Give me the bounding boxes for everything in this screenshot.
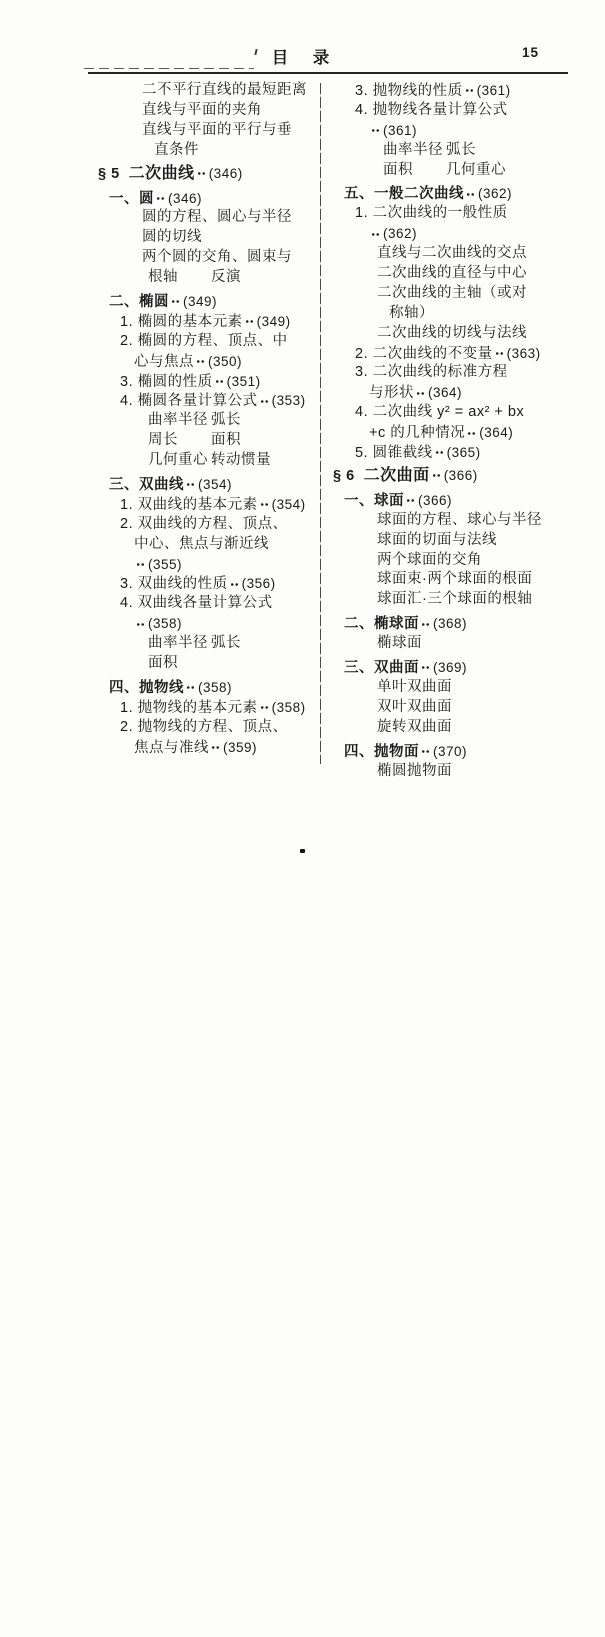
toc-entry [98, 292, 307, 312]
toc-entry-text: 3. 双曲线的性质 [120, 576, 228, 593]
toc-entry-text: 焦点与准线 [134, 739, 209, 756]
toc-entry [98, 555, 307, 575]
toc-entry-page: (363) [506, 345, 541, 361]
toc-entry-text: 二次曲线的主轴（或对 [377, 284, 527, 301]
dot-leader [371, 127, 381, 134]
toc-entry-num: 一、 [344, 492, 374, 509]
toc-entry-text: 5. 圆锥截线 [355, 445, 433, 462]
toc-entry-num: 二、 [109, 294, 139, 311]
toc-entry-page: (370) [433, 743, 468, 759]
toc-entry-text: 4. 二次曲线 y² = ax² + bx [355, 404, 525, 421]
toc-entry [98, 101, 307, 121]
toc-entry [98, 189, 307, 209]
toc-entry-text: 2. 抛物线的方程、顶点、 [120, 718, 288, 735]
toc-entry-keyword: 几何重心 [446, 161, 506, 178]
toc-entry-keyword: 弧长 [211, 412, 241, 429]
toc-entry-page: (358) [271, 699, 306, 715]
toc-entry-page: (368) [433, 616, 468, 632]
toc-entry-page: (361) [476, 83, 511, 98]
toc-entry-page: (361) [383, 122, 418, 138]
toc-entry-page: (358) [148, 616, 183, 632]
dot-leader [465, 87, 475, 94]
toc-entry-text: 二次曲面 [363, 466, 430, 484]
toc-entry [98, 121, 307, 141]
page-number: 15 [521, 45, 539, 60]
toc-entry [98, 678, 307, 698]
toc-entry-text: 中心、焦点与渐近线 [134, 535, 269, 552]
toc-entry-text: 单叶双曲面 [377, 678, 452, 695]
toc-entry [333, 121, 550, 141]
toc-entry-keyword: 转动惯量 [211, 452, 271, 469]
toc-entry-keyword: 几何重心 [148, 452, 208, 469]
toc-entry [98, 163, 307, 185]
toc-entry-text: 2. 二次曲线的不变量 [355, 345, 493, 362]
toc-entry-page: (350) [208, 353, 243, 369]
toc-entry-page: (358) [198, 679, 233, 695]
toc-entry-text: 椭球面 [374, 616, 419, 633]
toc-entry-text: 直线与平面的平行与垂 [142, 121, 292, 138]
toc-entry-text: 双叶双曲面 [377, 698, 452, 715]
toc-entry-page: (354) [271, 496, 306, 512]
toc-columns [98, 81, 550, 781]
toc-entry-page: (365) [446, 445, 481, 461]
page-title: 目 录 [271, 49, 334, 67]
dot-leader [136, 561, 146, 568]
toc-entry-keyword: 弧长 [446, 141, 476, 158]
toc-entry-num: 二、 [344, 616, 374, 633]
toc-entry-text: 抛物线 [139, 679, 184, 696]
toc-entry-page: (346) [208, 165, 243, 181]
toc-entry-text: 4. 双曲线各量计算公式 [120, 595, 273, 612]
toc-entry-page: (356) [241, 576, 276, 592]
toc-entry [98, 475, 307, 495]
dot-leader [197, 170, 207, 177]
dot-leader [136, 621, 146, 628]
toc-entry-text: 二次曲线的直径与中心 [377, 265, 527, 282]
toc-entry-keyword: 面积 [383, 161, 413, 178]
toc-entry-page: (366) [418, 492, 453, 508]
toc-entry-page: (364) [428, 385, 463, 401]
toc-entry-page: (346) [168, 190, 203, 206]
toc-entry [333, 81, 550, 101]
toc-entry-text: 圆 [139, 190, 154, 207]
toc-entry-text: 椭圆 [139, 294, 169, 311]
toc-entry-num: 五、 [344, 186, 374, 203]
toc-entry-page: (353) [271, 393, 306, 409]
toc-entry [98, 614, 307, 634]
toc-entry-keyword: 弧长 [211, 635, 241, 652]
toc-entry-text: 两个圆的交角、圆束与 [142, 249, 292, 266]
toc-entry-text: 直线与二次曲线的交点 [377, 245, 527, 262]
toc-entry-page: (349) [183, 294, 218, 310]
toc-entry-page: (369) [433, 660, 468, 676]
toc-entry-text: 球面的切面与法线 [377, 531, 497, 548]
toc-entry-text: +c 的几种情况 [369, 425, 466, 442]
toc-entry-text: 圆的切线 [142, 229, 202, 246]
toc-entry-text: 1. 抛物线的基本元素 [120, 699, 258, 716]
toc-entry-text: 3. 椭圆的性质 [120, 373, 213, 390]
toc-entry-page: (364) [479, 425, 514, 441]
toc-entry-text: 抛物面 [374, 743, 419, 760]
toc-entry-text: 心与焦点 [134, 353, 194, 370]
toc-entry-text: 直条件 [154, 141, 199, 158]
toc-entry-keyword: 根轴 [148, 269, 178, 286]
toc-entry-text: 球面束·两个球面的根面 [377, 571, 533, 588]
toc-entry-text: 称轴） [389, 304, 434, 321]
toc-entry-text: 球面 [374, 492, 404, 509]
toc-entry-text: 双曲面 [374, 660, 419, 677]
toc-entry-text: 球面的方程、球心与半径 [377, 511, 542, 528]
header-rule [88, 72, 568, 74]
toc-entry-text: 椭球面 [377, 635, 422, 652]
toc-entry-text: 双曲线 [139, 477, 184, 494]
print-artifact [300, 849, 305, 853]
toc-entry-text: 直线与平面的夹角 [142, 101, 262, 118]
toc-entry-text: 圆的方程、圆心与半径 [142, 209, 292, 226]
toc-entry-page: (355) [148, 556, 183, 572]
toc-entry-page: (362) [478, 186, 513, 202]
toc-entry-text: 4. 椭圆各量计算公式 [120, 393, 258, 410]
toc-entry-page: (362) [383, 226, 418, 242]
toc-entry [98, 81, 307, 101]
toc-entry-keyword: 周长 [148, 432, 178, 449]
toc-entry-text: 球面汇·三个球面的根轴 [377, 591, 533, 608]
toc-entry-page: (366) [443, 467, 478, 483]
toc-entry-text: 2. 椭圆的方程、顶点、中 [120, 332, 288, 349]
toc-entry-page: (359) [223, 739, 258, 755]
toc-entry-page: (351) [226, 373, 261, 389]
toc-entry-text: 3. 抛物线的性质 [355, 83, 463, 99]
toc-entry-keyword: 曲率半径 [148, 635, 208, 652]
toc-entry-text: 1. 二次曲线的一般性质 [355, 205, 508, 222]
toc-entry-keyword: 反演 [211, 269, 241, 286]
toc-entry-text: 4. 抛物线各量计算公式 [355, 101, 508, 118]
toc-entry-text: 与形状 [369, 385, 414, 402]
toc-entry-keyword: 面积 [211, 432, 241, 449]
toc-entry [98, 141, 307, 161]
toc-column-left [98, 81, 307, 758]
toc-entry-keyword: 面积 [148, 655, 178, 672]
toc-entry-text: 1. 双曲线的基本元素 [120, 496, 258, 513]
toc-entry-keyword: 曲率半径 [148, 412, 208, 429]
toc-entry-text: 2. 双曲线的方程、顶点、 [120, 515, 288, 532]
toc-entry-num: 四、 [109, 679, 139, 696]
toc-entry-num: § 6 [333, 467, 355, 484]
toc-entry-text: 二不平行直线的最短距离 [142, 82, 307, 98]
toc-entry-page: (354) [198, 477, 233, 493]
page-header [0, 0, 605, 68]
toc-entry-text: 椭圆抛物面 [377, 762, 452, 779]
toc-entry-text: 3. 二次曲线的标准方程 [355, 364, 508, 381]
toc-entry-text: 二次曲线的切线与法线 [377, 324, 527, 341]
toc-entry-num: 四、 [344, 743, 374, 760]
toc-entry-text: 旋转双曲面 [377, 718, 452, 735]
toc-entry-num: 三、 [109, 477, 139, 494]
toc-entry-keyword: 曲率半径 [383, 141, 443, 158]
toc-entry-text: 两个球面的交角 [377, 551, 482, 568]
toc-entry-num: 三、 [344, 660, 374, 677]
dot-leader [156, 195, 166, 202]
toc-entry-text: 一般二次曲线 [374, 186, 464, 203]
toc-entry-page: (349) [256, 313, 291, 329]
toc-entry-text: 1. 椭圆的基本元素 [120, 313, 243, 330]
toc-entry-text: 二次曲线 [128, 164, 195, 182]
toc-entry-num: 一、 [109, 190, 139, 207]
toc-entry-num: § 5 [98, 165, 120, 182]
